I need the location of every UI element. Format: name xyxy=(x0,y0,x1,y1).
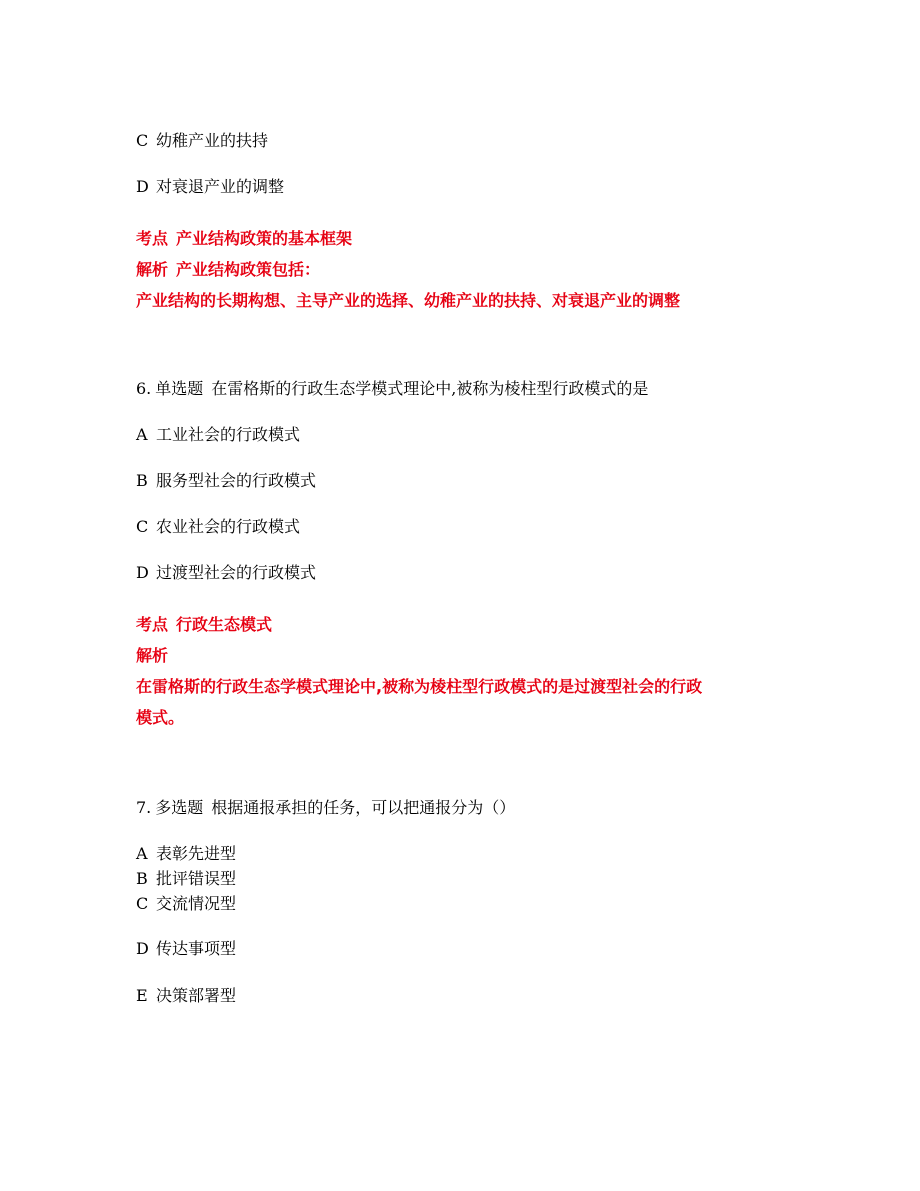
option-text: 幼稚产业的扶持 xyxy=(156,131,269,150)
option-text: 农业社会的行政模式 xyxy=(156,517,301,536)
option-letter: D xyxy=(136,563,149,582)
option-letter: A xyxy=(136,425,148,444)
q6-option-d xyxy=(136,562,316,584)
q7-option-b xyxy=(136,868,236,890)
jiexi-5-body: 产业结构的长期构想、主导产业的选择、幼稚产业的扶持、对衰退产业的调整 xyxy=(136,291,681,310)
q7-option-e xyxy=(136,985,236,1007)
question-type: 多选题 xyxy=(155,798,204,817)
q6-option-c xyxy=(136,516,300,538)
option-letter: B xyxy=(136,471,148,490)
option-letter: C xyxy=(136,131,149,150)
option-text: 过渡型社会的行政模式 xyxy=(156,563,317,582)
q6-option-b xyxy=(136,470,316,492)
question-type: 单选题 xyxy=(155,379,204,398)
kaodian-6 xyxy=(136,614,272,636)
question-6-stem xyxy=(136,378,648,400)
question-number: 6. xyxy=(136,379,152,398)
jiexi-6-label: 解析 xyxy=(136,646,169,665)
q7-option-c xyxy=(136,893,236,915)
kaodian-5 xyxy=(136,228,352,250)
option-text: 批评错误型 xyxy=(156,869,237,888)
option-letter: D xyxy=(136,177,149,196)
kaodian-label: 考点 xyxy=(136,229,169,248)
q6-option-a xyxy=(136,424,300,446)
question-text: 根据通报承担的任务，可以把通报分为（） xyxy=(211,798,516,817)
kaodian-text: 行政生态模式 xyxy=(176,615,273,634)
option-c xyxy=(136,130,268,152)
option-text: 服务型社会的行政模式 xyxy=(156,471,317,490)
option-letter: C xyxy=(136,894,149,913)
q7-option-d xyxy=(136,938,236,960)
jiexi-text: 产业结构政策包括： xyxy=(176,260,321,279)
jiexi-5 xyxy=(136,259,320,281)
question-7-stem xyxy=(136,797,515,819)
option-letter: B xyxy=(136,869,148,888)
option-text: 表彰先进型 xyxy=(156,844,237,863)
option-text: 传达事项型 xyxy=(156,939,237,958)
option-text: 交流情况型 xyxy=(156,894,237,913)
q7-option-a xyxy=(136,843,236,865)
option-text: 决策部署型 xyxy=(156,986,237,1005)
question-text: 在雷格斯的行政生态学模式理论中,被称为棱柱型行政模式的是 xyxy=(211,379,649,398)
jiexi-label: 解析 xyxy=(136,260,169,279)
option-letter: E xyxy=(136,986,148,1005)
jiexi-6-line1: 在雷格斯的行政生态学模式理论中,被称为棱柱型行政模式的是过渡型社会的行政 xyxy=(136,677,703,696)
kaodian-label: 考点 xyxy=(136,615,169,634)
option-letter: A xyxy=(136,844,148,863)
option-d xyxy=(136,176,284,198)
question-number: 7. xyxy=(136,798,152,817)
option-letter: D xyxy=(136,939,149,958)
option-letter: C xyxy=(136,517,149,536)
option-text: 对衰退产业的调整 xyxy=(156,177,285,196)
kaodian-text: 产业结构政策的基本框架 xyxy=(176,229,353,248)
jiexi-6-line2: 模式。 xyxy=(136,708,185,727)
option-text: 工业社会的行政模式 xyxy=(156,425,301,444)
